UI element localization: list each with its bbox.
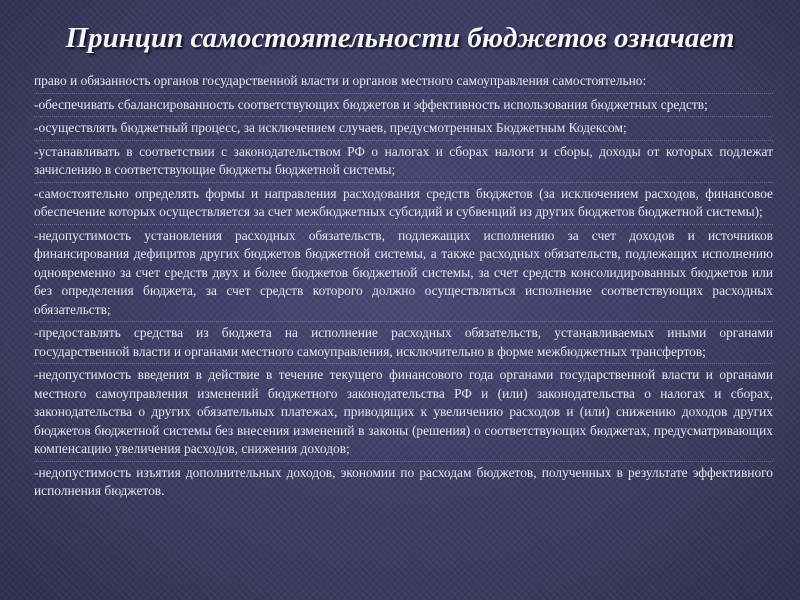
paragraph-balance: -обеспечивать сбалансированность соответствующих бюджетов и эффективность использования бюджетных средств;	[34, 96, 773, 118]
paragraph-transfers: -предоставлять средства из бюджета на исполнение расходных обязательств, устанавливаемых иными органами государственной власти и органами местного самоуправления, исключительно в форме межбюджетных трансфертов;	[34, 324, 773, 364]
slide-body	[34, 72, 773, 505]
paragraph-legislation-changes: -недопустимость введения в действие в течение текущего финансового года органами государственной власти и органами местного самоуправления изменений бюджетного законодательства РФ и (или) законодательства о налогах и сборах, законодательства о других обязательных платежах, приводящих к увеличению расходов и (или) снижению доходов других бюджетов бюджетной системы без внесения изменений в законы (решения) о соответствующих бюджетах, предусматривающих компенсацию увеличения расходов, снижения доходов;	[34, 366, 773, 462]
paragraph-taxes: -устанавливать в соответствии с законодательством РФ о налогах и сборах налоги и сборы, доходы от которых подлежат зачислению в соответствующие бюджеты бюджетной системы;	[34, 143, 773, 183]
paragraph-budget-process: -осуществлять бюджетный процесс, за исключением случаев, предусмотренных Бюджетным Кодексом;	[34, 119, 773, 141]
paragraph-intro: право и обязанность органов государственной власти и органов местного самоуправления самостоятельно:	[34, 72, 773, 94]
paragraph-obligations: -недопустимость установления расходных обязательств, подлежащих исполнению за счет доходов и источников финансирования дефицитов других бюджетов бюджетной системы, а также расходных обязательств, подлежащих исполнению одновременно за счет средств двух и более бюджетов бюджетной системы, за счет средств консолидированных бюджетов или без определения бюджета, за счет средств которого должно осуществляться исполнение соответствующих расходных обязательств;	[34, 227, 773, 323]
paragraph-extra-income: -недопустимость изъятия дополнительных доходов, экономии по расходам бюджетов, полученных в результате эффективного исполнения бюджетов.	[34, 464, 773, 498]
paragraph-spending-forms: -самостоятельно определять формы и направления расходования средств бюджетов (за исключением расходов, финансовое обеспечение которых осуществляется за счет межбюджетных субсидий и субвенций из других бюджетов бюджетной системы);	[34, 185, 773, 225]
slide-title: Принцип самостоятельности бюджетов означает	[65, 22, 735, 54]
